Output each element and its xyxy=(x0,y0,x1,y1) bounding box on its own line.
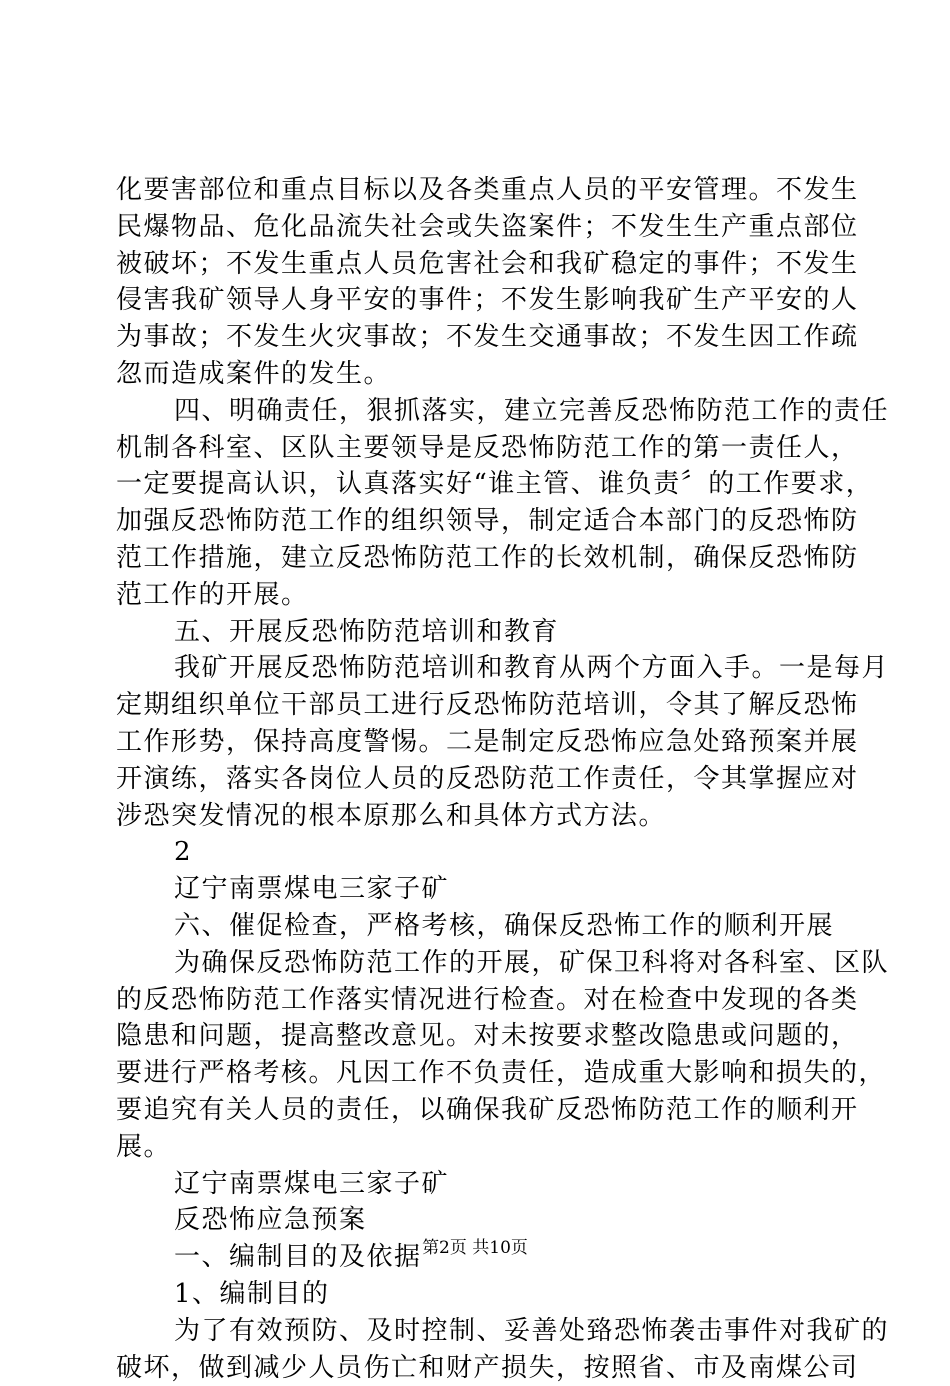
section-heading: 六、催促检查，严格考核，确保反恐怖工作的顺利开展 xyxy=(116,908,836,945)
text-line: 加强反恐怖防范工作的组织领导，制定适合本部门的反恐怖防 xyxy=(116,503,836,540)
text-line: 为了有效预防、及时控制、妥善处臵恐怖袭击事件对我矿的 xyxy=(116,1313,836,1350)
document-body xyxy=(116,172,836,1386)
text-line: 化要害部位和重点目标以及各类重点人员的平安管理。不发生 xyxy=(116,172,836,209)
text-line: 范工作措施，建立反恐怖防范工作的长效机制，确保反恐怖防 xyxy=(116,540,836,577)
text-line: 被破坏；不发生重点人员危害社会和我矿稳定的事件；不发生 xyxy=(116,246,836,283)
subsection-heading: 1、编制目的 xyxy=(116,1276,836,1313)
text-line: 机制各科室、区队主要领导是反恐怖防范工作的第一责任人， xyxy=(116,430,836,467)
text-line: 定期组织单位干部员工进行反恐怖防范培训，令其了解反恐怖 xyxy=(116,687,836,724)
section-heading: 四、明确责任，狠抓落实，建立完善反恐怖防范工作的责任 xyxy=(116,393,836,430)
text-line: 工作形势，保持高度警惕。二是制定反恐怖应急处臵预案并展 xyxy=(116,724,836,761)
text-line: 为确保反恐怖防范工作的开展，矿保卫科将对各科室、区队 xyxy=(116,945,836,982)
text-line: 范工作的开展。 xyxy=(116,577,836,614)
section-heading: 一、编制目的及依据 xyxy=(116,1239,836,1276)
text-line: 开演练，落实各岗位人员的反恐防范工作责任，令其掌握应对 xyxy=(116,761,836,798)
text-line: 涉恐突发情况的根本原那么和具体方式方法。 xyxy=(116,798,836,835)
text-line: 一定要提高认识，认真落实好“谁主管、谁负责〞的工作要求， xyxy=(116,466,836,503)
page-number-inline: 2 xyxy=(116,834,836,871)
text-line: 民爆物品、危化品流失社会或失盗案件；不发生生产重点部位 xyxy=(116,209,836,246)
text-line: 我矿开展反恐怖防范培训和教育从两个方面入手。一是每月 xyxy=(116,650,836,687)
text-line: 为事故；不发生火灾事故；不发生交通事故；不发生因工作疏 xyxy=(116,319,836,356)
text-line: 侵害我矿领导人身平安的事件；不发生影响我矿生产平安的人 xyxy=(116,282,836,319)
text-line: 展。 xyxy=(116,1129,836,1166)
document-title: 反恐怖应急预案 xyxy=(116,1202,836,1239)
text-line: 要进行严格考核。凡因工作不负责任，造成重大影响和损失的， xyxy=(116,1055,836,1092)
text-line: 隐患和问题，提高整改意见。对未按要求整改隐患或问题的， xyxy=(116,1018,836,1055)
page-footer: 第2页 共10页 xyxy=(0,1238,950,1258)
organization-name: 辽宁南票煤电三家子矿 xyxy=(116,1166,836,1203)
text-line: 的反恐怖防范工作落实情况进行检查。对在检查中发现的各类 xyxy=(116,982,836,1019)
organization-name: 辽宁南票煤电三家子矿 xyxy=(116,871,836,908)
text-line: 要追究有关人员的责任，以确保我矿反恐怖防范工作的顺利开 xyxy=(116,1092,836,1129)
text-line: 忽而造成案件的发生。 xyxy=(116,356,836,393)
section-heading: 五、开展反恐怖防范培训和教育 xyxy=(116,614,836,651)
text-line: 破坏，做到减少人员伤亡和财产损失，按照省、市及南煤公司 xyxy=(116,1350,836,1386)
